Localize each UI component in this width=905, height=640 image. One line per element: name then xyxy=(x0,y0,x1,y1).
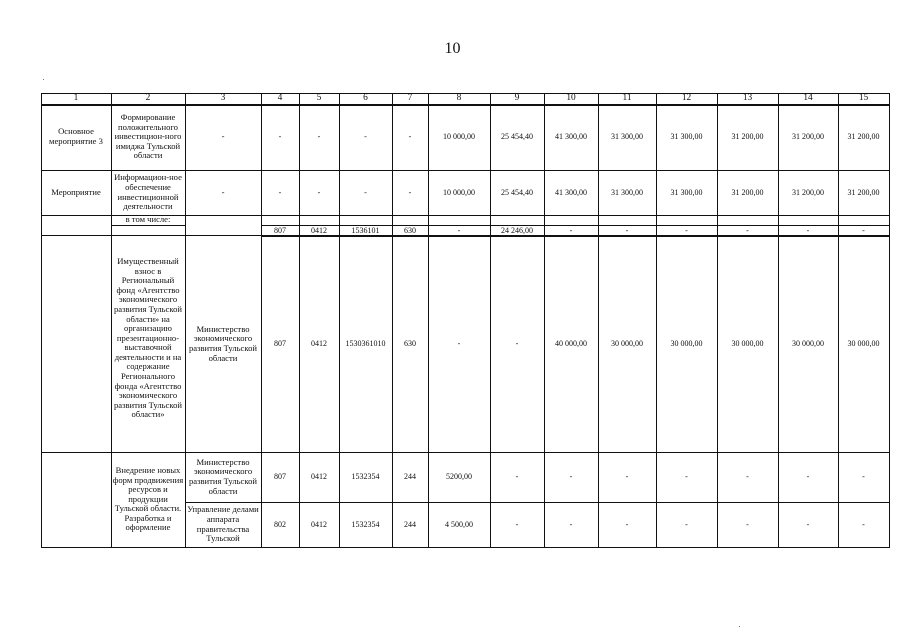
new-forms-sub1-responsible: Министерство экономического развития Тульской области xyxy=(188,456,257,496)
contribution-sub1-c5: 0412 xyxy=(311,225,327,235)
new-forms-sub2-y12: - xyxy=(685,519,688,529)
main-event-y13: 31 200,00 xyxy=(731,132,764,142)
event-c5: - xyxy=(317,187,321,197)
new-forms-sub2-c7: 244 xyxy=(404,519,416,529)
contribution-sub1-c7: 630 xyxy=(404,225,416,235)
new-forms-sub2-c6: 1532354 xyxy=(351,519,380,529)
new-forms-sub1-y9: - xyxy=(515,472,519,482)
event-y12: 31 300,00 xyxy=(670,187,703,197)
new-forms-sub1-y14: - xyxy=(806,472,810,482)
new-forms-sub2-c5: 0412 xyxy=(311,519,327,529)
event-name: Мероприятие xyxy=(51,186,101,197)
event-c6: - xyxy=(364,187,367,197)
main-event-c4: - xyxy=(278,132,282,142)
table-rule xyxy=(41,547,890,548)
contribution-sub2-c6: 1530361010 xyxy=(345,339,386,349)
new-forms-sub1-y12: - xyxy=(685,472,688,482)
new-forms-sub2-y8: 4 500,00 xyxy=(445,519,473,529)
new-forms-sub2-y14: - xyxy=(806,519,810,529)
contribution-sub1-y13: - xyxy=(746,225,749,235)
main-event-y15: 31 200,00 xyxy=(847,132,880,142)
column-number-15: 15 xyxy=(858,93,869,103)
column-number-2: 2 xyxy=(145,93,151,103)
main-event-name: Основное мероприятие 3 xyxy=(49,126,103,146)
main-event-c5: - xyxy=(317,132,321,142)
contribution-sub2-y14: 30 000,00 xyxy=(792,339,824,349)
contribution-sub2-c7: 630 xyxy=(404,339,416,349)
main-event-y9: 25 454,40 xyxy=(501,132,533,142)
contribution-sub2-c5: 0412 xyxy=(311,339,327,349)
main-event-responsible: - xyxy=(221,131,225,142)
main-event-y11: 31 300,00 xyxy=(611,132,643,142)
new-forms-sub1-c7: 244 xyxy=(404,472,416,482)
contribution-sub2-y13: 30 000,00 xyxy=(731,339,764,349)
main-event-y10: 41 300,00 xyxy=(555,132,587,142)
new-forms-sub1-y10: - xyxy=(569,472,573,482)
contribution-sub2-c4: 807 xyxy=(274,339,286,349)
column-number-1: 1 xyxy=(73,93,79,103)
contribution-sub1-c6: 1536101 xyxy=(351,225,380,235)
contribution-sub2-y11: 30 000,00 xyxy=(611,339,643,349)
main-event-y12: 31 300,00 xyxy=(670,132,703,142)
contribution-description: Имущественный взнос в Региональный фонд «Агентство экономического развития Тульской области» на организацию презентационно-выставочной деятельности и на содержание Регионального фонда «Агентство экономического развития Тульской области» xyxy=(113,255,182,420)
column-number-5: 5 xyxy=(316,93,322,103)
event-description: Информацион-ное обеспечение инвестиционной деятельности xyxy=(114,172,182,212)
contribution-responsible: Министерство экономического развития Тульской области xyxy=(188,323,257,363)
new-forms-sub1-c5: 0412 xyxy=(311,472,327,482)
table-rule xyxy=(889,93,890,548)
new-forms-sub1-y13: - xyxy=(746,472,749,482)
new-forms-sub2-y15: - xyxy=(862,519,865,529)
event-y9: 25 454,40 xyxy=(501,187,533,197)
column-number-9: 9 xyxy=(514,93,520,103)
column-number-12: 12 xyxy=(681,93,692,103)
column-number-8: 8 xyxy=(456,93,462,103)
contribution-sub1-y14: - xyxy=(806,225,810,235)
including-label: в том числе: xyxy=(125,215,171,225)
contribution-sub2-y12: 30 000,00 xyxy=(670,339,703,349)
new-forms-sub2-y9: - xyxy=(515,519,519,529)
contribution-sub1-y10: - xyxy=(569,225,573,235)
new-forms-sub2-y13: - xyxy=(746,519,749,529)
new-forms-sub1-y8: 5200,00 xyxy=(446,472,472,482)
new-forms-sub1-y15: - xyxy=(862,472,865,482)
event-y13: 31 200,00 xyxy=(731,187,764,197)
main-event-c7: - xyxy=(408,132,412,142)
event-y11: 31 300,00 xyxy=(611,187,643,197)
column-number-11: 11 xyxy=(622,93,632,103)
column-number-6: 6 xyxy=(363,93,368,103)
column-number-13: 13 xyxy=(742,93,753,103)
contribution-sub1-y12: - xyxy=(685,225,688,235)
event-y14: 31 200,00 xyxy=(792,187,824,197)
column-number-10: 10 xyxy=(566,93,576,103)
new-forms-sub1-y11: - xyxy=(625,472,629,482)
contribution-sub1-y15: - xyxy=(862,225,865,235)
new-forms-description: Внедрение новых форм продвижения ресурсов и продукции Тульской области. Разработка и оформление xyxy=(112,464,184,533)
event-responsible: - xyxy=(221,186,225,197)
contribution-sub2-y15: 30 000,00 xyxy=(847,339,880,349)
column-number-3: 3 xyxy=(220,93,226,103)
event-y15: 31 200,00 xyxy=(847,187,880,197)
new-forms-sub2-responsible: Управление делами аппарата правительства Тульской xyxy=(187,504,259,544)
new-forms-sub1-c4: 807 xyxy=(274,472,286,482)
new-forms-sub1-c6: 1532354 xyxy=(351,472,380,482)
column-number-7: 7 xyxy=(407,93,413,103)
new-forms-sub2-y11: - xyxy=(625,519,629,529)
contribution-sub2-y9: - xyxy=(515,339,519,349)
contribution-sub2-y8: - xyxy=(457,339,461,349)
main-event-c6: - xyxy=(364,132,367,142)
contribution-sub1-y9: 24 246,00 xyxy=(501,225,533,235)
column-number-14: 14 xyxy=(803,93,813,103)
main-event-y14: 31 200,00 xyxy=(792,132,824,142)
main-event-description: Формирование положительного инвестицион-ного имиджа Тульской области xyxy=(114,112,182,161)
event-c7: - xyxy=(408,187,412,197)
contribution-sub1-c4: 807 xyxy=(274,225,286,235)
main-event-y8: 10 000,00 xyxy=(443,132,475,142)
column-number-4: 4 xyxy=(277,93,283,103)
page-number: 10 xyxy=(444,40,461,57)
contribution-sub2-y10: 40 000,00 xyxy=(555,339,587,349)
event-y8: 10 000,00 xyxy=(443,187,475,197)
event-y10: 41 300,00 xyxy=(555,187,587,197)
new-forms-sub2-c4: 802 xyxy=(274,519,286,529)
contribution-sub1-y11: - xyxy=(625,225,629,235)
new-forms-sub2-y10: - xyxy=(569,519,573,529)
contribution-sub1-y8: - xyxy=(457,225,461,235)
event-c4: - xyxy=(278,187,282,197)
